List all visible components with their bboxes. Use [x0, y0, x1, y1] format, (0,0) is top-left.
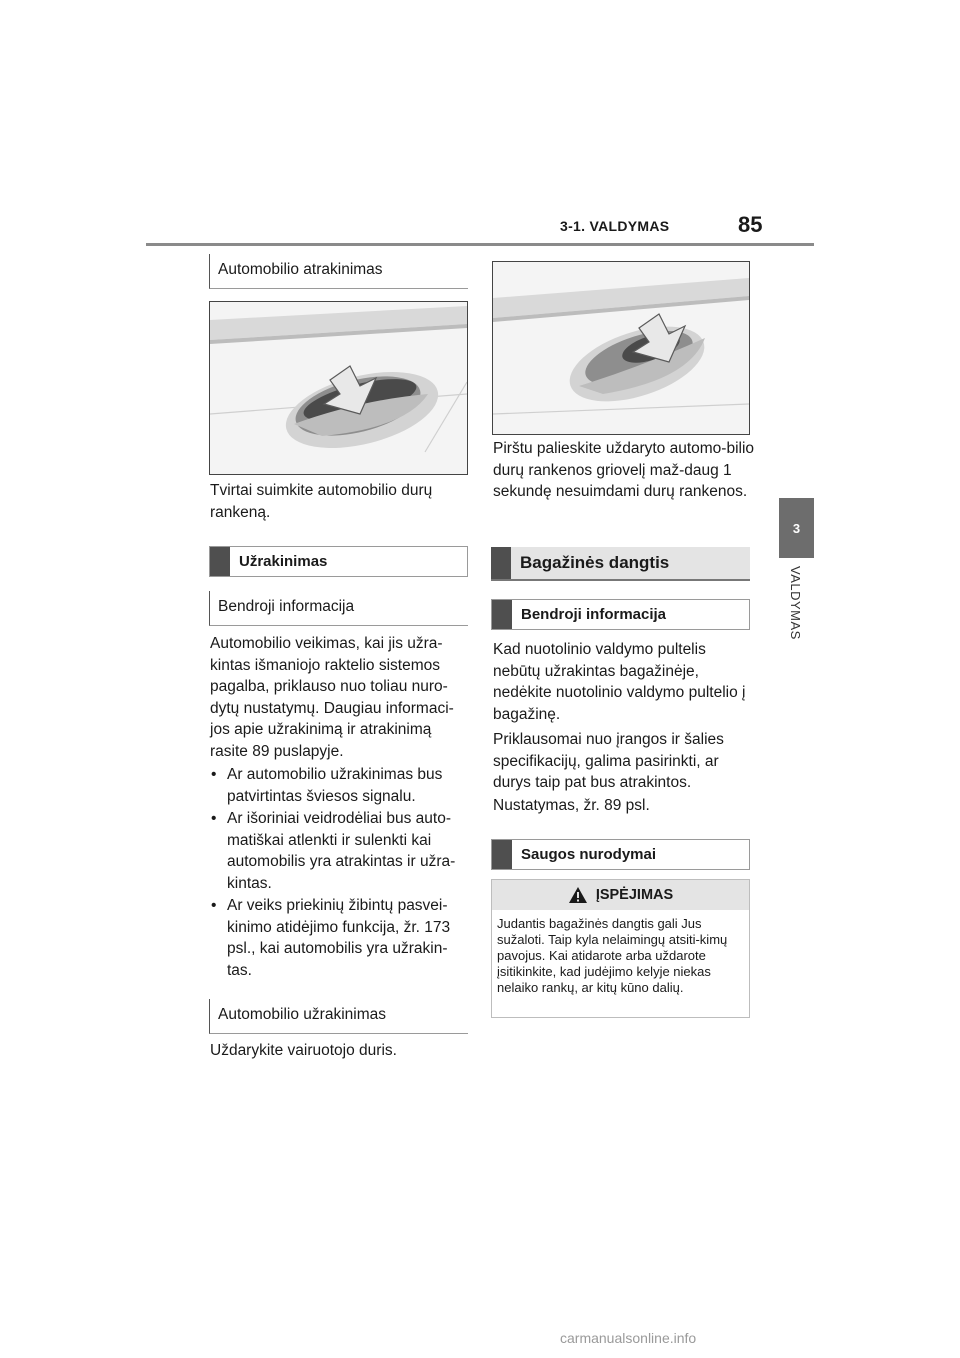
trunk-paragraph-2: Priklausomai nuo įrangos ir šalies specifikacijų, galima pasirinkti, ar durys taip pat bus atrakintos.	[493, 731, 724, 791]
warning-box	[491, 879, 750, 1018]
touch-instruction: Pirštu palieskite uždaryto automo-bilio durų rankenos griovelį maž-daug 1 sekundę nesuimdami durų rankenos.	[493, 440, 755, 500]
general-info-heading: Bendroji informacija	[209, 591, 468, 626]
lock-instruction: Uždarykite vairuotojo duris.	[210, 1042, 397, 1059]
warning-header	[492, 880, 749, 910]
door-handle-touch-illustration	[493, 262, 749, 434]
trunk-general-heading: Bendroji informacija	[491, 599, 750, 630]
trunk-heading: Bagažinės dangtis	[491, 547, 750, 581]
heading-marker	[492, 840, 512, 869]
list-item: • Ar automobilio užrakinimas bus patvirtintas šviesos signalu.	[210, 764, 472, 807]
door-handle-touch-figure	[492, 261, 750, 435]
warning-title: ĮSPĖJIMAS	[595, 887, 674, 903]
chapter-number: 3	[792, 520, 801, 536]
heading-marker	[492, 600, 512, 629]
safety-heading: Saugos nurodymai	[491, 839, 750, 870]
watermark: carmanualsonline.info	[560, 1330, 697, 1346]
trunk-paragraph-3: Nustatymas, žr. 89 psl.	[493, 797, 650, 814]
list-item: • Ar veiks priekinių žibintų pasvei-kinimo atidėjimo funkcija, žr. 173 psl., kai automobilis yra užrakin-tas.	[210, 895, 472, 981]
header-rule	[146, 243, 814, 246]
lock-heading: Automobilio užrakinimas	[209, 999, 468, 1034]
chapter-label: VALDYMAS	[788, 566, 803, 640]
list-item: • Ar išoriniai veidrodėliai bus auto-matiškai atlenkti ir sulenkti kai automobilis yra atrakintas ir užra-kintas.	[210, 808, 472, 894]
heading-marker	[210, 547, 230, 576]
chapter-tab	[779, 498, 814, 558]
settings-list	[210, 764, 472, 982]
unlock-instruction: Tvirtai suimkite automobilio durų rankeną.	[210, 482, 433, 521]
door-handle-grip-illustration	[210, 302, 467, 474]
locking-heading: Užrakinimas	[209, 546, 468, 577]
section-title: 3-1. VALDYMAS	[560, 218, 670, 234]
general-info-text: Automobilio veikimas, kai jis užra-kintas išmaniojo raktelio sistemos pagalba, priklauso nuo toliau nuro-dytų nustatymų. Daugiau informaci-jos apie užrakinimą ir atrakinimą rasite 89 puslapyje.	[210, 635, 454, 760]
unlock-heading: Automobilio atrakinimas	[209, 254, 468, 289]
heading-marker	[491, 547, 511, 579]
warning-text: Judantis bagažinės dangtis gali Jus sužaloti. Taip kyla nelaimingų atsiti-kimų pavojus. Kai atidarote arba uždarote įsitikinkite, kad judėjimo kelyje niekas nelaiko rankų, ar kitų kūno dalių.	[497, 916, 728, 995]
door-handle-grip-figure	[209, 301, 468, 475]
page-number: 85	[738, 212, 763, 237]
chapter-side-label	[788, 566, 804, 656]
warning-triangle-icon	[568, 886, 588, 904]
trunk-paragraph-1: Kad nuotolinio valdymo pultelis nebūtų užrakintas bagažinėje, nedėkite nuotolinio valdymo pultelio į bagažinę.	[493, 641, 746, 723]
